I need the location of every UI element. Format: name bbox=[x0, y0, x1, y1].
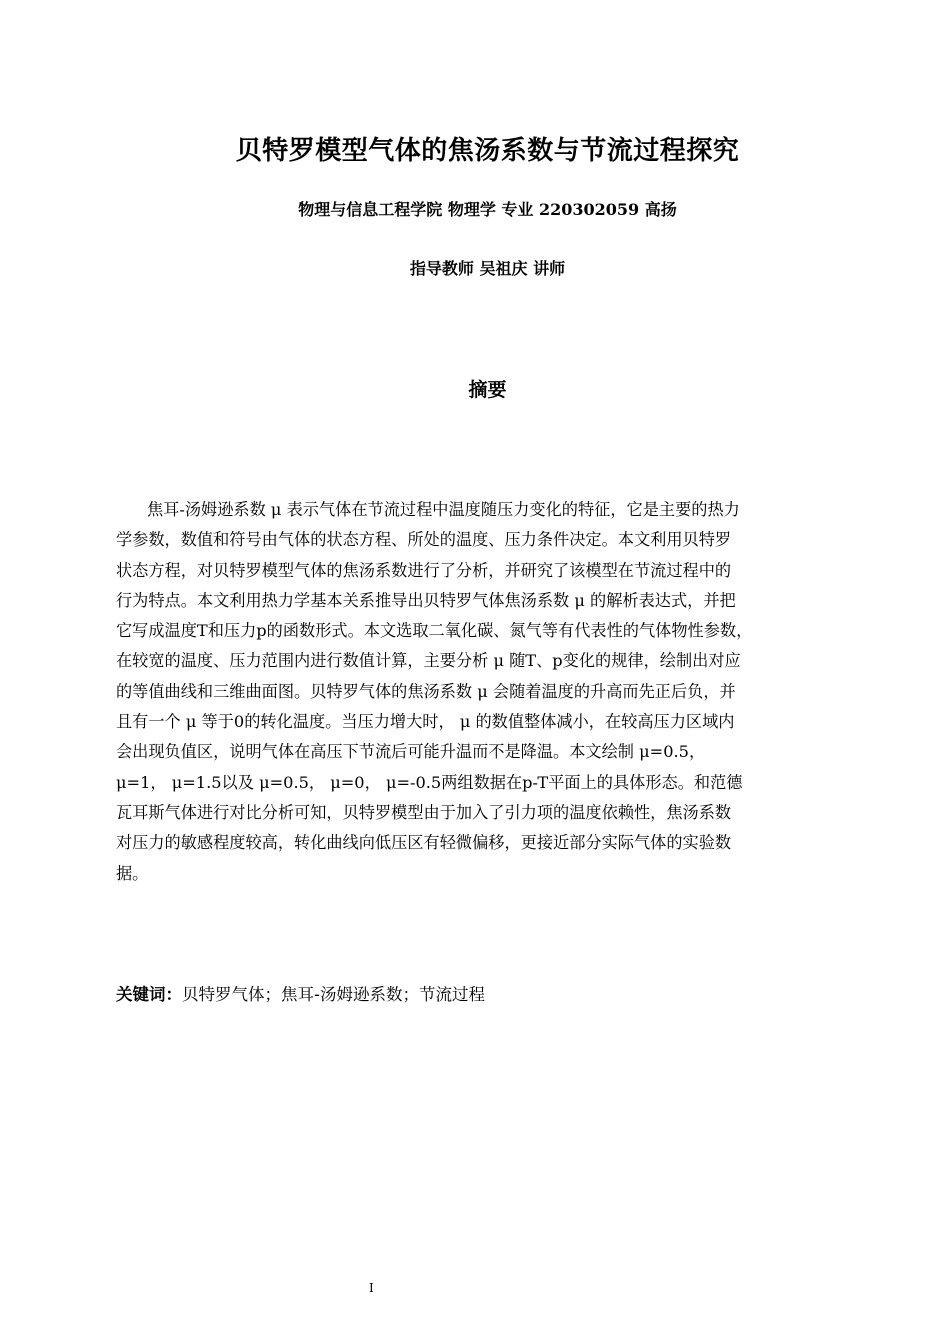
page-number: I bbox=[369, 1281, 374, 1295]
abstract-body bbox=[116, 495, 876, 889]
abstract-line: 会出现负值区，说明气体在高压下节流后可能升温而不是降温。本文绘制 μ=0.5， bbox=[116, 742, 706, 762]
abstract-line: μ=1， μ=1.5以及 μ=0.5， μ=0， μ=-0.5两组数据在p-T平面上的具体形态。和范德 bbox=[116, 772, 743, 792]
abstract-line: 它写成温度T和压力p的函数形式。本文选取二氧化碳、氮气等有代表性的气体物性参数， bbox=[116, 621, 753, 641]
abstract-line: 焦耳-汤姆逊系数 μ 表示气体在节流过程中温度随压力变化的特征，它是主要的热力 bbox=[147, 500, 740, 519]
abstract-line: 据。 bbox=[116, 863, 149, 883]
keywords-label: 关键词： bbox=[116, 985, 182, 1004]
abstract-line: 状态方程，对贝特罗模型气体的焦汤系数进行了分析，并研究了该模型在节流过程中的 bbox=[116, 560, 732, 580]
keywords-line bbox=[116, 981, 485, 1005]
abstract-line: 的等值曲线和三维曲面图。贝特罗气体的焦汤系数 μ 会随着温度的升高而先正后负，并 bbox=[116, 681, 736, 701]
advisor-line: 指导教师 吴祖庆 讲师 bbox=[409, 259, 566, 278]
abstract-line: 瓦耳斯气体进行对比分析可知，贝特罗模型由于加入了引力项的温度依赖性，焦汤系数 bbox=[116, 802, 732, 822]
abstract-line: 且有一个 μ 等于0的转化温度。当压力增大时， μ 的数值整体减小，在较高压力区域内 bbox=[116, 712, 735, 732]
abstract-line: 行为特点。本文利用热力学基本关系推导出贝特罗气体焦汤系数 μ 的解析表达式，并把 bbox=[116, 590, 736, 610]
keywords-text: 贝特罗气体；焦耳-汤姆逊系数；节流过程 bbox=[182, 985, 485, 1004]
abstract-line: 在较宽的温度、压力范围内进行数值计算，主要分析 μ 随T、p变化的规律，绘制出对应 bbox=[116, 651, 741, 671]
abstract-heading: 摘要 bbox=[468, 379, 507, 401]
abstract-line: 学参数，数值和符号由气体的状态方程、所处的温度、压力条件决定。本文利用贝特罗 bbox=[116, 530, 732, 550]
abstract-line: 对压力的敏感程度较高，转化曲线向低压区有轻微偏移，更接近部分实际气体的实验数 bbox=[116, 833, 732, 853]
paper-title: 贝特罗模型气体的焦汤系数与节流过程探究 bbox=[235, 136, 740, 166]
author-affiliation: 物理与信息工程学院 物理学 专业 220302059 高扬 bbox=[298, 200, 677, 219]
